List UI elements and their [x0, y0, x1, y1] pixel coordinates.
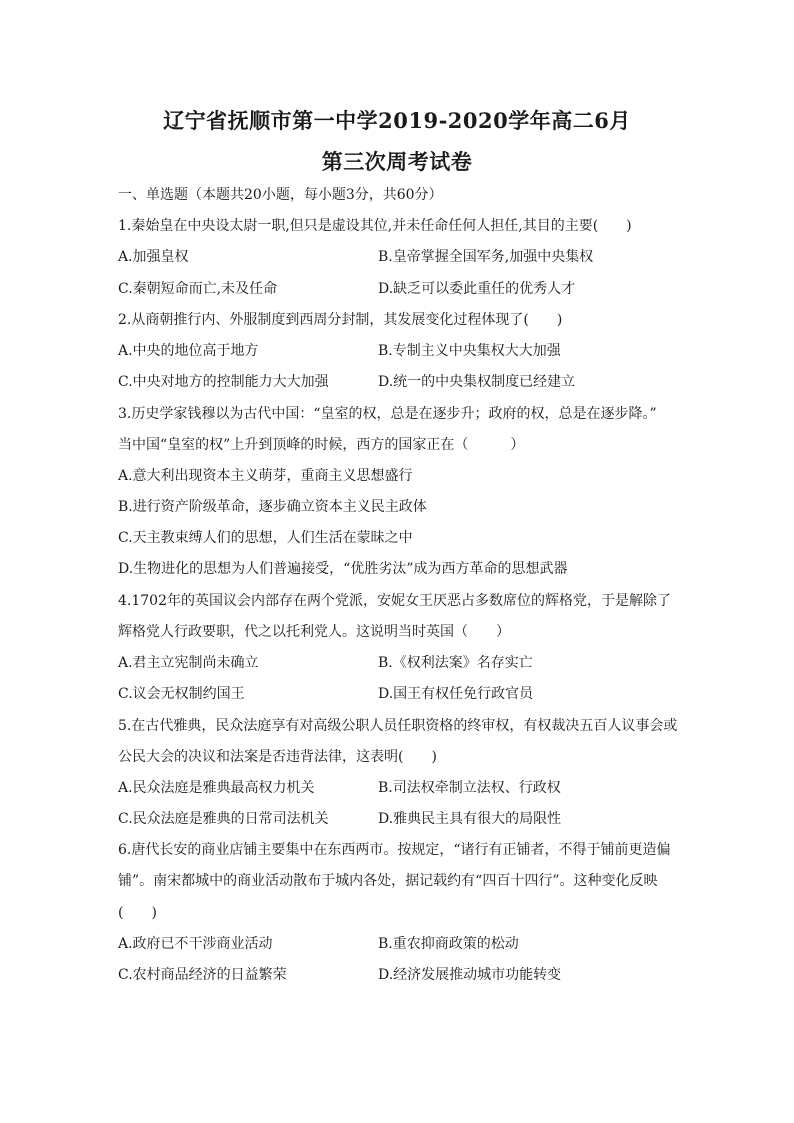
question-6-option-b: B.重农抑商政策的松动 — [378, 936, 519, 952]
question-2-option-b: B.专制主义中央集权大大加强 — [378, 343, 561, 359]
exam-title-line2: 第三次周考试卷 — [321, 149, 473, 174]
question-1-stem-line1: 1.秦始皇在中央设太尉一职,但只是虚设其位,并未任命任何人担任,其目的主要( ) — [118, 218, 632, 234]
question-2-stem-line1: 2.从商朝推行内、外服制度到西周分封制，其发展变化过程体现了( ) — [118, 312, 563, 328]
question-5-option-c: C.民众法庭是雅典的日常司法机关 — [118, 811, 329, 827]
question-4-stem-line1: 4.1702年的英国议会内部存在两个党派，安妮女王厌恶占多数席位的辉格党，于是解除了 — [118, 593, 671, 609]
question-3-stem-line1: 3.历史学家钱穆以为古代中国：“皇室的权，总是在逐步升；政府的权，总是在逐步降。” — [118, 406, 657, 422]
question-4-stem-line2: 辉格党人行政要职，代之以托利党人。这说明当时英国（ ） — [118, 624, 510, 640]
question-3-option-c: C.天主教束缚人们的思想，人们生活在蒙昧之中 — [118, 530, 413, 546]
question-5-option-d: D.雅典民主具有很大的局限性 — [378, 811, 562, 827]
question-6-option-d: D.经济发展推动城市功能转变 — [378, 967, 562, 983]
question-4-option-c: C.议会无权制约国王 — [118, 686, 245, 702]
question-1-option-d: D.缺乏可以委此重任的优秀人才 — [378, 281, 576, 297]
question-6-stem-line3: ( ) — [118, 905, 157, 921]
question-1-option-c: C.秦朝短命而亡,未及任命 — [118, 281, 278, 297]
question-1-option-b: B.皇帝掌握全国军务,加强中央集权 — [378, 249, 594, 265]
question-4-option-d: D.国王有权任免行政官员 — [378, 686, 534, 702]
question-5-stem-line1: 5.在古代雅典，民众法庭享有对高级公职人员任职资格的终审权，有权裁决五百人议事会或 — [118, 718, 678, 734]
question-3-option-a: A.意大利出现资本主义萌芽，重商主义思想盛行 — [118, 468, 413, 484]
question-5-option-b: B.司法权牵制立法权、行政权 — [378, 780, 561, 796]
question-3-stem-line2: 当中国“皇室的权”上升到顶峰的时候，西方的国家正在（ ） — [118, 437, 525, 453]
question-6-option-a: A.政府已不干涉商业活动 — [118, 936, 273, 952]
question-2-option-c: C.中央对地方的控制能力大大加强 — [118, 374, 329, 390]
question-4-option-b: B.《权利法案》名存实亡 — [378, 655, 533, 671]
exam-title-line1: 辽宁省抚顺市第一中学2019-2020学年高二6月 — [163, 108, 631, 133]
question-1-option-a: A.加强皇权 — [118, 249, 189, 265]
question-6-option-c: C.农村商品经济的日益繁荣 — [118, 967, 287, 983]
question-3-option-b: B.进行资产阶级革命，逐步确立资本主义民主政体 — [118, 499, 427, 515]
question-6-stem-line1: 6.唐代长安的商业店铺主要集中在东西两市。按规定，“诸行有正铺者，不得于铺前更造偏 — [118, 842, 671, 858]
question-2-option-a: A.中央的地位高于地方 — [118, 343, 259, 359]
section-heading: 一、单选题（本题共20小题，每小题3分，共60分） — [118, 187, 443, 203]
question-4-option-a: A.君主立宪制尚未确立 — [118, 655, 259, 671]
question-5-option-a: A.民众法庭是雅典最高权力机关 — [118, 780, 315, 796]
question-5-stem-line2: 公民大会的决议和法案是否违背法律，这表明( ) — [118, 749, 437, 765]
question-6-stem-line2: 铺”。南宋都城中的商业活动散布于城内各处，据记载约有“四百十四行”。这种变化反映 — [118, 873, 658, 889]
question-2-option-d: D.统一的中央集权制度已经建立 — [378, 374, 576, 390]
question-3-option-d: D.生物进化的思想为人们普遍接受，“优胜劣汰”成为西方革命的思想武器 — [118, 561, 568, 577]
